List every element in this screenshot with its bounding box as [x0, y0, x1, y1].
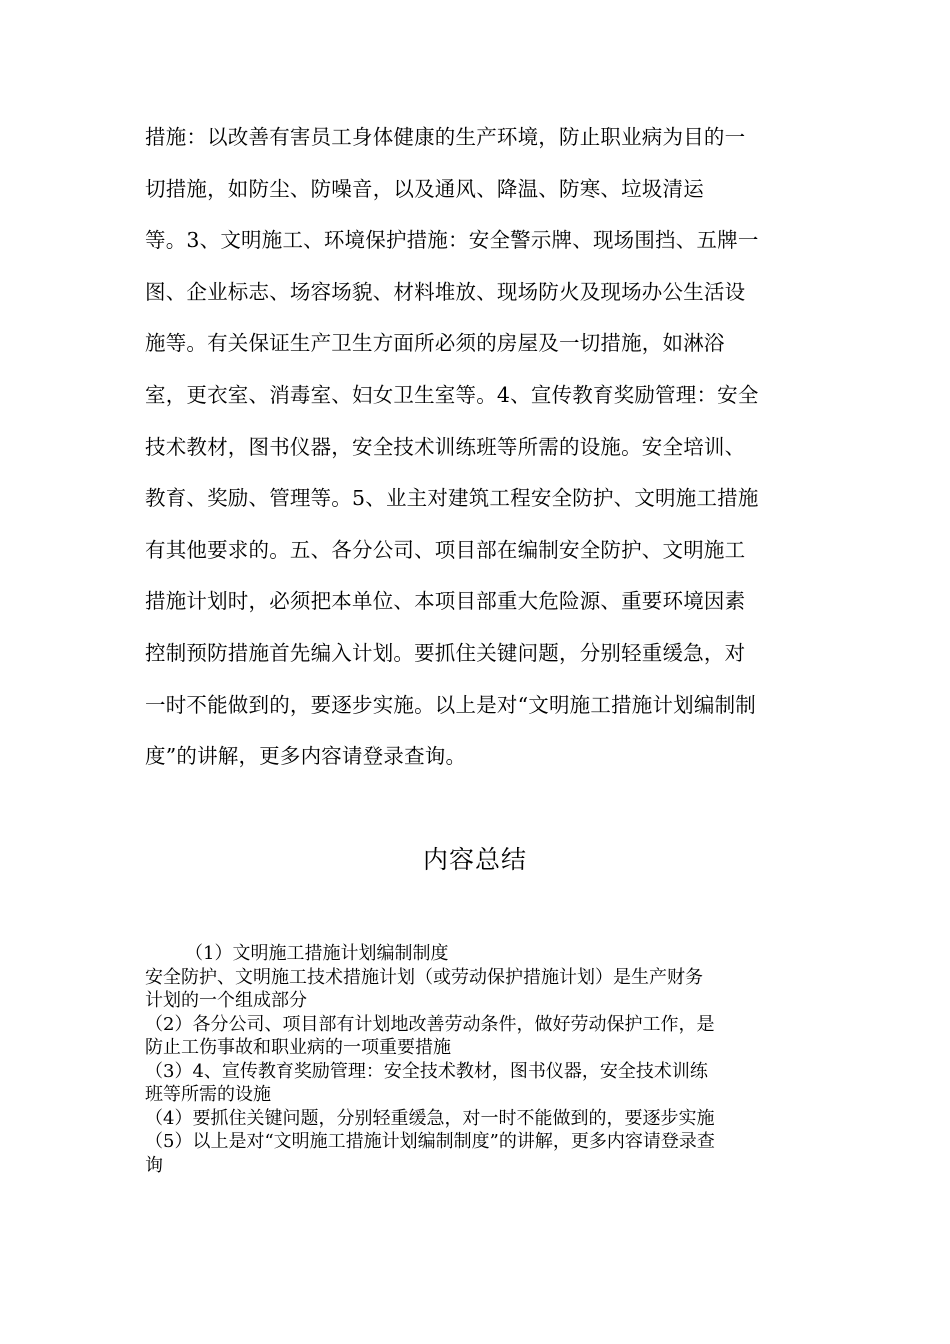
summary-line: （4）要抓住关键问题，分别轻重缓急，对一时不能做到的，要逐步实施 — [145, 1107, 715, 1129]
body-line: 室，更衣室、消毒室、妇女卫生室等。4、宣传教育奖励管理：安全 — [145, 382, 759, 407]
body-line: 一时不能做到的，要逐步实施。以上是对“文明施工措施计划编制制 — [145, 692, 756, 717]
body-line: 教育、奖励、管理等。5、业主对建筑工程安全防护、文明施工措施 — [145, 486, 759, 511]
summary-line: （3）4、宣传教育奖励管理：安全技术教材，图书仪器，安全技术训练 — [145, 1060, 708, 1082]
summary-line: 询 — [145, 1154, 163, 1176]
body-line: 措施：以改善有害员工身体健康的生产环境，防止职业病为目的一 — [145, 125, 746, 149]
body-line: 切措施，如防尘、防噪音，以及通风、降温、防寒、垃圾清运 — [145, 176, 704, 201]
body-line: 施等。有关保证生产卫生方面所必须的房屋及一切措施，如淋浴 — [145, 331, 725, 356]
body-paragraph — [145, 118, 815, 789]
body-line: 度”的讲解，更多内容请登录查询。 — [145, 744, 467, 769]
body-line: 等。3、文明施工、环境保护措施：安全警示牌、现场围挡、五牌一 — [145, 228, 759, 253]
body-line: 措施计划时，必须把本单位、本项目部重大危险源、重要环境因素 — [145, 589, 746, 614]
body-line: 技术教材，图书仪器，安全技术训练班等所需的设施。安全培训、 — [145, 434, 746, 459]
body-line: 有其他要求的。五、各分公司、项目部在编制安全防护、文明施工 — [145, 537, 746, 562]
body-line: 控制预防措施首先编入计划。要抓住关键问题，分别轻重缓急，对 — [145, 640, 746, 665]
summary-line: 班等所需的设施 — [145, 1084, 271, 1105]
summary-line: （5）以上是对“文明施工措施计划编制制度”的讲解，更多内容请登录查 — [145, 1131, 715, 1152]
summary-line: 计划的一个组成部分 — [145, 990, 307, 1011]
summary-line: 防止工伤事故和职业病的一项重要措施 — [145, 1037, 451, 1058]
summary-list — [145, 942, 815, 1177]
summary-line: （1）文明施工措施计划编制制度 — [185, 943, 449, 964]
summary-line: （2）各分公司、项目部有计划地改善劳动条件，做好劳动保护工作，是 — [145, 1013, 715, 1035]
body-line: 图、企业标志、场容场貌、材料堆放、现场防火及现场办公生活设 — [145, 279, 746, 304]
summary-heading: 内容总结 — [422, 845, 527, 874]
summary-line: 安全防护、文明施工技术措施计划（或劳动保护措施计划）是生产财务 — [145, 966, 703, 988]
